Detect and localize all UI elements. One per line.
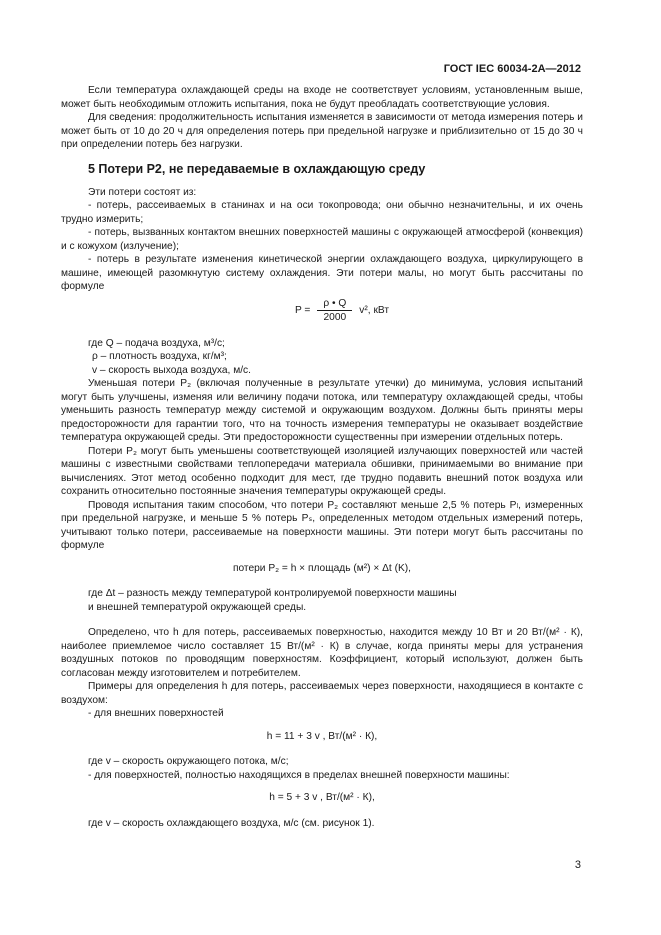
definition-air-density: ρ – плотность воздуха, кг/м³; [92,351,227,362]
definition-air-flow: где Q – подача воздуха, м³/с; [88,337,225,349]
definition-ambient-speed: где v – скорость окружающего потока, м/с; [88,756,289,767]
page-content [61,84,583,830]
paragraph-test-method: Проводя испытания таким способом, что потери P₂ составляют меньше 2,5 % потерь Pₗ, измеренных при предельной нагрузке, и меньше 5 % потерь Pₛ, определенных методом отдельных измерений потерь, учитывают только потери, рассеиваемые на поверхности машины. Эти потери могут быть рассчитаны по формуле [61,499,583,551]
definition-delta-t-line2: и внешней температурой окружающей среды. [88,601,307,613]
formula-outer-coefficient: h = 11 + 3 v , Вт/(м² · К), [266,730,378,742]
formula-inner-coefficient: h = 5 + 3 v , Вт/(м² · К), [269,792,375,803]
paragraph-heat-coefficient: Определено, что h для потерь, рассеиваемых поверхностью, находится между 10 Вт и 20 Вт/(м² · К), наиболее приемлемое число составляет 15 Вт/(м² · К) в случае, когда приняты меры для устранения воздушных потоков по проводящим поверхностям. Коэффициент, который используют, должен быть согласован между изготовителем и потребителем. [61,627,583,679]
standard-header: ГОСТ IEC 60034-2A—2012 [443,63,581,75]
section-5-heading: 5 Потери Р2, не передаваемые в охлаждающую среду [88,161,426,176]
formula-rhs: v², кВт [359,304,390,316]
formula-numerator: ρ • Q [323,297,347,309]
formula-lhs: P = [294,304,311,316]
formula-fraction [317,297,352,325]
formula-kinetic-loss [101,297,583,325]
definition-cooling-air-speed: где v – скорость охлаждающего воздуха, м/с (см. рисунок 1). [88,817,375,829]
item-inner-surfaces: - для поверхностей, полностью находящихся в пределах внешней поверхности машины: [88,769,510,781]
paragraph-reduce-losses: Уменьшая потери P₂ (включая полученные в результате утечки) до минимума, условия испытаний могут быть улучшены, изменяя или величину подачи потока, или температуру охлаждающей среды, чтобы уменьшить разность температур между системой и окружающим воздухом. Должны быть приняты меры предосторожности для гарантии того, что на точность измерения температуры не оказывает воздействие температура окружающей среды. Эти предосторожности существенны при измерении отдельных потерь. [61,378,583,443]
loss-item-kinetic: - потерь в результате изменения кинетической энергии охлаждающего воздуха, циркулирующего в машине, имеющей разомкнутую систему охлаждения. Эти потери малы, но могут быть рассчитаны по формуле [61,254,583,292]
paragraph-insulation: Потери P₂ могут быть уменьшены соответствующей изоляцией излучающих поверхностей или частей машины с известными свойствами теплопередачи материала обшивки, принимаемыми во внимание при вычислениях. Этот метод особенно подходит для мест, где трудно подавить внешний поток воздуха или сохранить относительно постоянные значения температуры окружающей среды. [61,445,583,497]
loss-item-frames: - потерь, рассеиваемых в станинах и на оси токопровода; они обычно незначительны, и их очень трудно измерить; [61,200,583,225]
definition-air-speed: v – скорость выхода воздуха, м/с. [92,364,251,376]
definition-delta-t-line1: где Δt – разность между температурой контролируемой поверхности машины [88,588,457,599]
item-outer-surfaces: - для внешних поверхностей [88,708,224,719]
section-5-intro: Эти потери состоят из: [88,186,197,198]
paragraph-test-duration: Для сведения: продолжительность испытания изменяется в зависимости от метода измерения потерь и может быть от 10 до 20 ч для определения потерь при предельной нагрузке и приблизительно от 15 до 30 ч при определении потерь без нагрузки. [61,112,583,150]
paragraph-temperature-conditions: Если температура охлаждающей среды на входе не соответствует условиям, установленным выше, может быть необходимым отложить испытания, пока не будут преобладать соответствующие условия. [61,85,583,110]
page-number: 3 [574,859,581,871]
formula-surface-loss: потери P₂ = h × площадь (м²) × Δt (K), [232,562,412,574]
paragraph-examples: Примеры для определения h для потерь, рассеиваемых через поверхности, находящиеся в контакте с воздухом: [61,681,583,706]
formula-denominator: 2000 [317,310,352,325]
loss-item-convection: - потерь, вызванных контактом внешних поверхностей машины с окружающей атмосферой (конвекция) и с кожухом (излучение); [61,227,583,252]
